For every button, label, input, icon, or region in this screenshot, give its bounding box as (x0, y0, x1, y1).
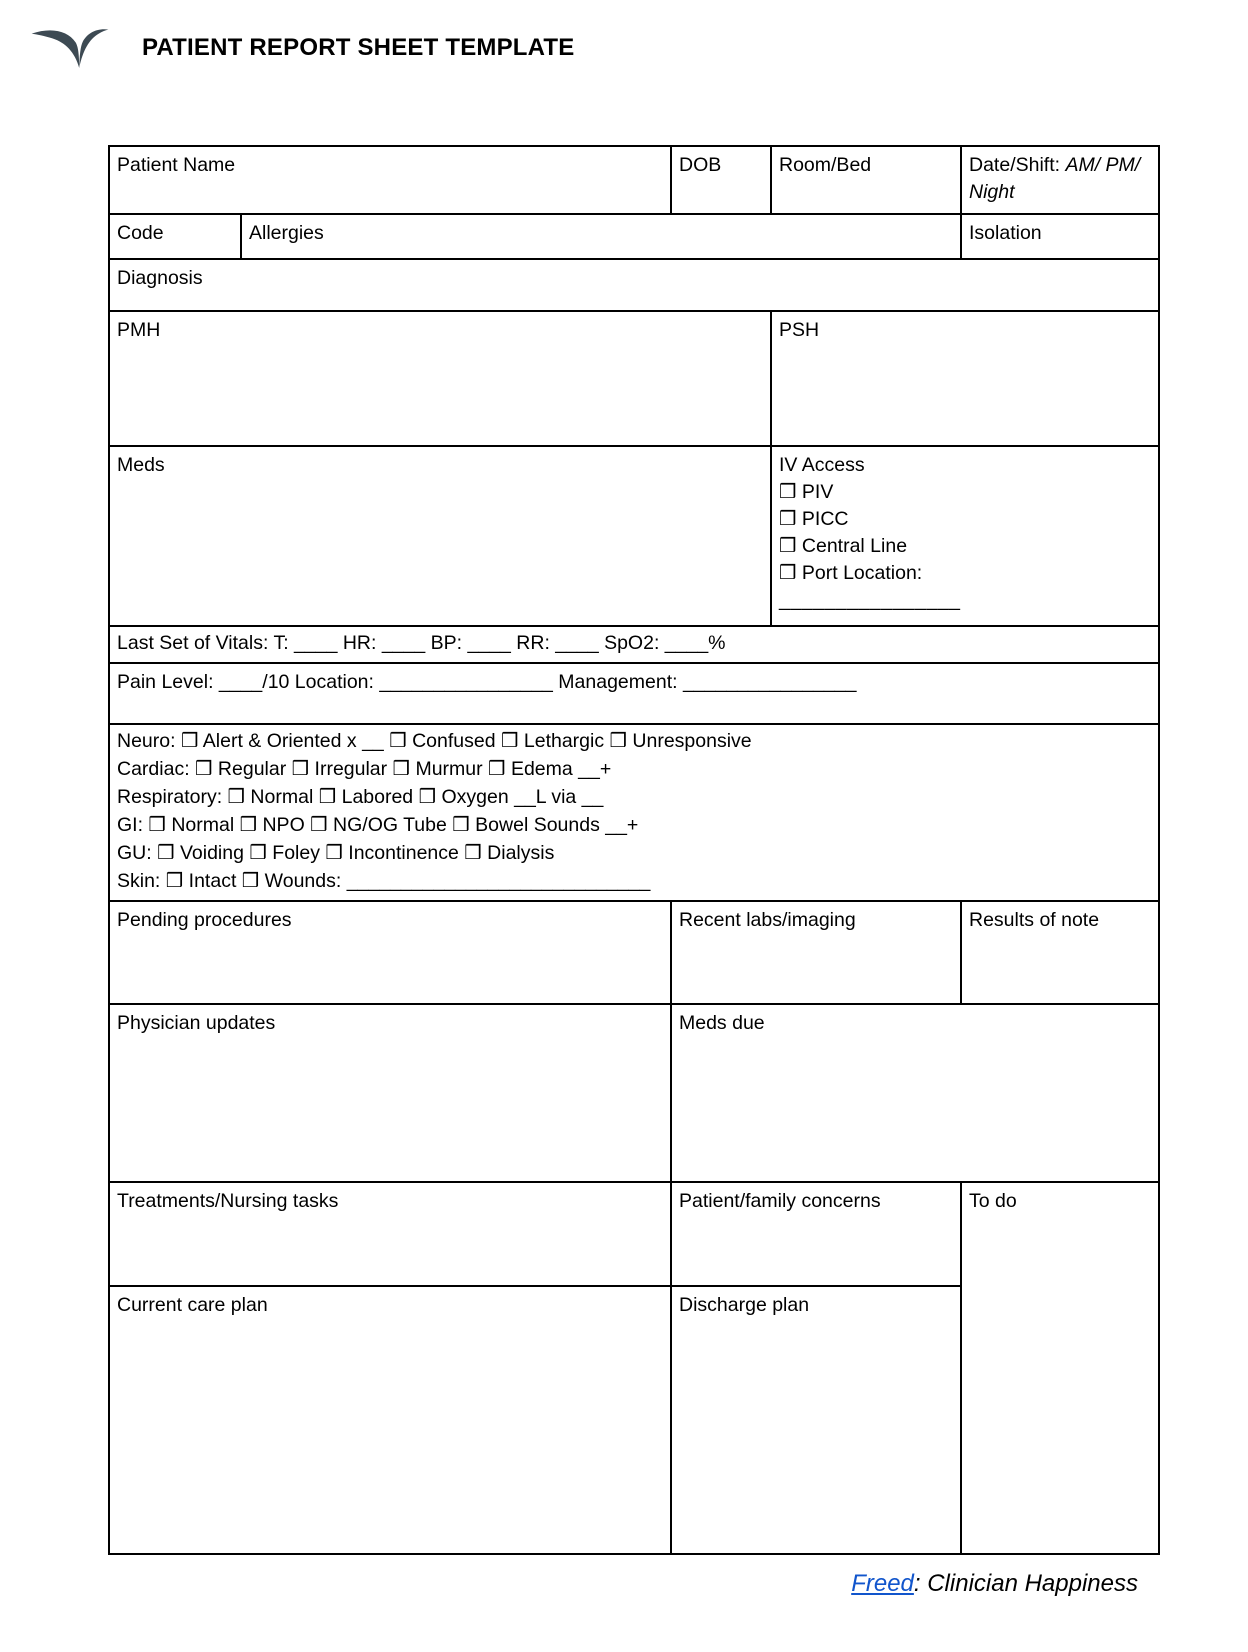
assessment-cardiac: Cardiac: ❒ Regular ❒ Irregular ❒ Murmur ❒ Edema __+ (117, 758, 612, 780)
date-shift-options: AM/ PM/ Night (969, 154, 1141, 203)
freed-bird-logo-icon (30, 20, 110, 76)
cell-patient-name: Patient Name (109, 146, 671, 214)
row-diagnosis (109, 259, 1159, 311)
row-history (109, 311, 1159, 446)
assessment-gi: GI: ❒ Normal ❒ NPO ❒ NG/OG Tube ❒ Bowel Sounds __+ (117, 814, 639, 836)
cell-date-shift (961, 146, 1159, 214)
cell-room-bed: Room/Bed (771, 146, 961, 214)
row-vitals (109, 626, 1159, 663)
row-meds-iv (109, 446, 1159, 626)
iv-access-option-port-location: ❒ Port Location: (779, 562, 923, 584)
cell-patient-family-concerns: Patient/family concerns (671, 1182, 961, 1286)
assessment-gu: GU: ❒ Voiding ❒ Foley ❒ Incontinence ❒ Dialysis (117, 842, 555, 864)
masthead (30, 20, 574, 76)
row-pain (109, 663, 1159, 724)
port-location-blank: ________________ (779, 589, 961, 611)
cell-diagnosis: Diagnosis (109, 259, 1159, 311)
cell-recent-labs: Recent labs/imaging (671, 901, 961, 1004)
iv-access-option-piv: ❒ PIV (779, 481, 834, 503)
cell-allergies: Allergies (241, 214, 961, 259)
iv-access-title: IV Access (779, 454, 865, 476)
row-updates-meds-due (109, 1004, 1159, 1182)
patient-report-table (108, 145, 1160, 1555)
cell-meds: Meds (109, 446, 771, 626)
cell-isolation: Isolation (961, 214, 1159, 259)
cell-results-of-note: Results of note (961, 901, 1159, 1004)
iv-access-option-central-line: ❒ Central Line (779, 535, 908, 557)
cell-dob: DOB (671, 146, 771, 214)
cell-pain-level: Pain Level: ____/10 Location: ________________ Management: ________________ (109, 663, 1159, 724)
row-procedures-labs (109, 901, 1159, 1004)
cell-iv-access (771, 446, 1159, 626)
cell-physician-updates: Physician updates (109, 1004, 671, 1182)
page-title: PATIENT REPORT SHEET TEMPLATE (142, 34, 575, 61)
row-assessment (109, 724, 1159, 901)
cell-discharge-plan: Discharge plan (671, 1286, 961, 1554)
assessment-neuro: Neuro: ❒ Alert & Oriented x __ ❒ Confused ❒ Lethargic ❒ Unresponsive (117, 730, 752, 752)
cell-psh: PSH (771, 311, 1159, 446)
footer-tagline: : Clinician Happiness (913, 1570, 1138, 1597)
row-treatments-concerns (109, 1182, 1159, 1286)
cell-last-vitals: Last Set of Vitals: T: ____ HR: ____ BP: ____ RR: ____ SpO2: ____% (109, 626, 1159, 663)
freed-link[interactable]: Freed (851, 1570, 914, 1597)
assessment-skin: Skin: ❒ Intact ❒ Wounds: ____________________________ (117, 870, 651, 892)
cell-pmh: PMH (109, 311, 771, 446)
assessment-respiratory: Respiratory: ❒ Normal ❒ Labored ❒ Oxygen __L via __ (117, 786, 604, 808)
row-code-allergies (109, 214, 1159, 259)
cell-current-care-plan: Current care plan (109, 1286, 671, 1554)
cell-treatments: Treatments/Nursing tasks (109, 1182, 671, 1286)
date-shift-label: Date/Shift: (969, 154, 1066, 176)
cell-to-do: To do (961, 1182, 1159, 1554)
cell-meds-due: Meds due (671, 1004, 1159, 1182)
footer-branding (851, 1570, 1138, 1598)
cell-code: Code (109, 214, 241, 259)
iv-access-option-picc: ❒ PICC (779, 508, 849, 530)
cell-assessment (109, 724, 1159, 901)
cell-pending-procedures: Pending procedures (109, 901, 671, 1004)
row-identity (109, 146, 1159, 214)
